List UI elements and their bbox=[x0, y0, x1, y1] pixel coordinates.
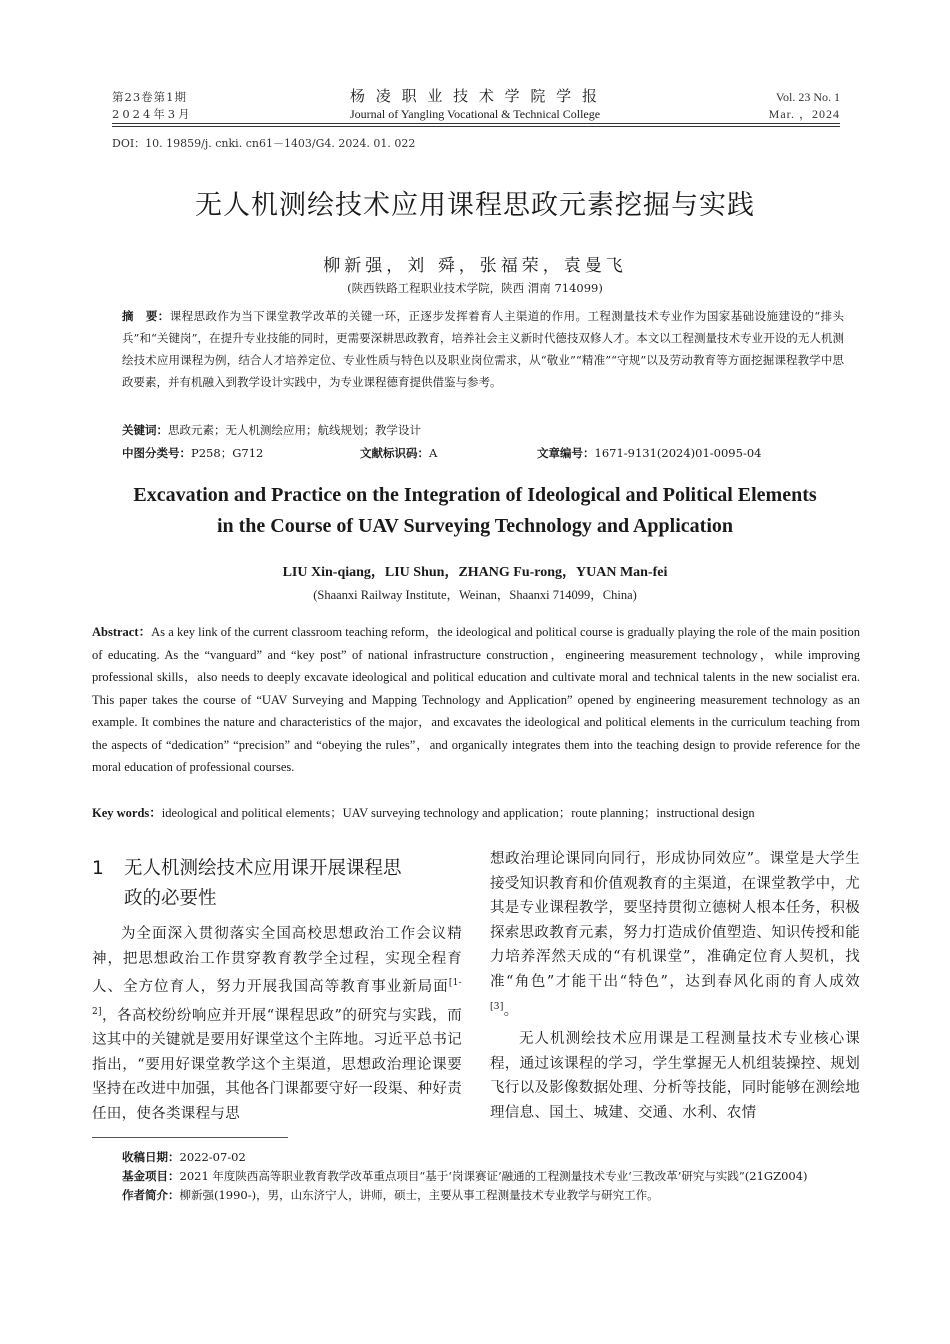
received-value: 2022-07-02 bbox=[179, 1150, 246, 1164]
title-cn: 无人机测绘技术应用课程思政元素挖掘与实践 bbox=[195, 190, 755, 221]
received-label: 收稿日期： bbox=[122, 1150, 180, 1164]
section-number: 1 bbox=[92, 858, 104, 879]
fund-project bbox=[122, 1167, 844, 1186]
right-paragraph-1-text-a: 想政治理论课同向同行，形成协同效应”。课堂是大学生接受知识教育和价值观教育的主渠道，在课堂教学中，尤其是专业课程教学，要坚持贯彻立德树人根本任务，积极探索思政教育元素，努力打造成价值塑造、知识传授和能力培养浑然天成的“有机课堂”，准确定位育人契机，找准“角色”才能干出“特色”，达到春风化雨的育人成效 bbox=[490, 851, 860, 990]
received-date bbox=[122, 1148, 844, 1167]
right-paragraph-1-text-b: 。 bbox=[503, 1002, 519, 1019]
article-number bbox=[537, 445, 761, 461]
keywords-en-text: ideological and political elements；UAV surveying technology and application；route planning；instructional design bbox=[161, 806, 755, 820]
clc-value: P258；G712 bbox=[191, 446, 264, 460]
title-en-line2: in the Course of UAV Surveying Technology and Application bbox=[216, 515, 734, 537]
keywords-cn bbox=[122, 422, 421, 438]
left-column bbox=[92, 922, 462, 1126]
footnote-rule bbox=[92, 1137, 288, 1138]
citation-ref: [1-2] bbox=[92, 978, 462, 1017]
article-number-label: 文章编号： bbox=[537, 446, 595, 460]
left-paragraph-text-a: 为全面深入贯彻落实全国高校思想政治工作会议精神，把思想政治工作贯穿教育教学全过程，实现全程育人、全方位育人，努力开展我国高等教育事业新局面 bbox=[92, 926, 462, 996]
journal-volume-en bbox=[740, 89, 840, 123]
left-paragraph bbox=[92, 922, 462, 1126]
bio-label: 作者简介： bbox=[122, 1188, 180, 1202]
abstract-cn-text: 课程思政作为当下课堂教学改革的关键一环，正逐步发挥着育人主渠道的作用。工程测量技术专业作为国家基础设施建设的“排头兵”和“关键岗”，在提升专业技能的同时，更需要深耕思政教育，培养社会主义新时代德技双修人才。本文以工程测量技术专业开设的无人机测绘技术应用课程为例，结合人才培养定位、专业性质与特色以及职业岗位需求，从“敬业”“精准”“守规”以及劳动教育等方面挖掘课程教学中思政要素，并有机融入到教学设计实践中，为专业课程德育提供借鉴与参考。 bbox=[122, 309, 845, 389]
header-rule bbox=[112, 123, 840, 124]
doc-code-value: A bbox=[429, 446, 438, 460]
clc-number bbox=[122, 445, 263, 461]
affiliation-cn: (陕西铁路工程职业技术学院，陕西 渭南 714099) bbox=[347, 281, 603, 295]
keywords-en-label: Key words： bbox=[92, 806, 162, 820]
title-en-line1: Excavation and Practice on the Integration of Ideological and Political Elements bbox=[133, 484, 817, 506]
abstract-en-label: Abstract： bbox=[92, 625, 152, 639]
doi: DOI：10. 19859/j. cnki. cn61－1403/G4. 2024. 01. 022 bbox=[112, 137, 416, 150]
journal-name-cn: 杨 凌 职 业 技 术 学 院 学 报 bbox=[350, 87, 600, 105]
journal-name-en: Journal of Yangling Vocational & Technical College bbox=[349, 107, 601, 121]
doc-code-label: 文献标识码： bbox=[360, 446, 429, 460]
volume-number: Vol. 23 No. 1 bbox=[775, 90, 840, 104]
citation-ref: [3] bbox=[490, 1001, 504, 1012]
fund-label: 基金项目： bbox=[122, 1169, 180, 1183]
left-paragraph-text-b: ，各高校纷纷响应并开展“课程思政”的研究与实践，而这其中的关键就是要用好课堂这个主阵地。习近平总书记指出，“要用好课堂教学这个主渠道，思想政治理论课要坚持在改进中加强，其他各门课都要守好一段渠、种好责任田，使各类课程与思 bbox=[92, 1007, 462, 1122]
keywords-en bbox=[92, 802, 860, 825]
authors-en: LIU Xin-qiang，LIU Shun，ZHANG Fu-rong，YUAN Man-fei bbox=[282, 565, 668, 580]
right-paragraph-1 bbox=[490, 847, 860, 1023]
authors-cn: 柳新强，刘 舜，张福荣，袁曼飞 bbox=[323, 256, 627, 276]
section-heading bbox=[92, 854, 462, 914]
section-heading-line1: 无人机测绘技术应用课开展课程思 bbox=[124, 858, 402, 879]
right-paragraph-2: 无人机测绘技术应用课是工程测量技术专业核心课程，通过该课程的学习，学生掌握无人机组装操控、规划飞行以及影像数据处理、分析等技能，同时能够在测绘地理信息、国土、城建、交通、水利、农情 bbox=[490, 1030, 860, 1121]
clc-label: 中图分类号： bbox=[122, 446, 191, 460]
author-bio bbox=[122, 1186, 844, 1205]
issue-date: 2024年3月 bbox=[112, 107, 193, 121]
volume-date: Mar. ，2024 bbox=[768, 107, 840, 121]
abstract-en bbox=[92, 621, 860, 779]
right-column bbox=[490, 847, 860, 1125]
article-number-value: 1671-9131(2024)01-0095-04 bbox=[594, 446, 762, 460]
abstract-en-text: As a key link of the current classroom teaching reform，the ideological and political course is gradually playing the role of the main position of educating. As the “vanguard” and “key post” of national infrastructure construction，engineering measurement technology，while improving professional skills，also needs to deeply excavate ideological and political education and cultivate moral and technical talents in the new socialist era. This paper takes the course of “UAV Surveying and Mapping Technology and Application” opened by engineering measurement technology as an example. It combines the nature and characteristics of the major，and excavates the ideological and political elements in the curriculum teaching from the aspects of “dedication” “precision” and “obeying the rules”，and organically integrates them into the teaching design to provide reference for the moral education of professional courses. bbox=[92, 625, 861, 774]
title-en bbox=[0, 480, 950, 542]
abstract-cn bbox=[122, 305, 844, 393]
bio-value: 柳新强(1990-)，男，山东济宁人，讲师，硕士，主要从事工程测量技术专业教学与研究工作。 bbox=[179, 1188, 659, 1202]
issue-volume: 第23卷第1期 bbox=[112, 90, 187, 104]
doc-code bbox=[360, 445, 437, 461]
keywords-cn-label: 关键词： bbox=[122, 423, 168, 437]
keywords-cn-text: 思政元素；无人机测绘应用；航线规划；教学设计 bbox=[168, 423, 421, 437]
fund-value: 2021 年度陕西高等职业教育教学改革重点项目“基于‘岗课赛证’融通的工程测量技术专业‘三教改革’研究与实践”(21GZ004) bbox=[179, 1169, 808, 1183]
section-heading-line2: 政的必要性 bbox=[124, 888, 217, 909]
header-rule-2 bbox=[112, 126, 840, 127]
footnotes bbox=[122, 1148, 844, 1205]
affiliation-en: (Shaanxi Railway Institute，Weinan，Shaanxi 714099，China) bbox=[313, 588, 637, 602]
abstract-cn-label: 摘 要： bbox=[122, 309, 170, 323]
